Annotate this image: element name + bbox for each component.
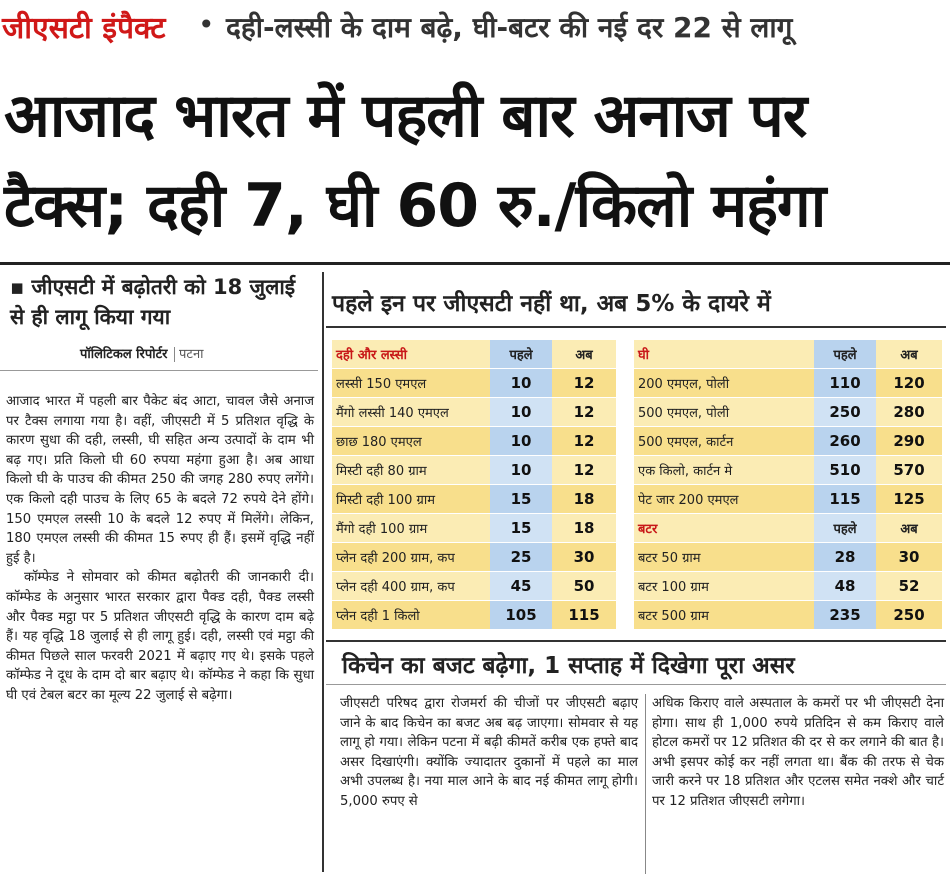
item-name: 500 एमएल, पोली	[634, 398, 814, 427]
table-row	[634, 485, 942, 514]
table-row	[332, 572, 616, 601]
section-curd-lassi: दही और लस्सी	[332, 340, 490, 369]
price-before: 110	[814, 369, 876, 398]
item-name: बटर 50 ग्राम	[634, 543, 814, 572]
table-row	[634, 369, 942, 398]
table-row	[634, 572, 942, 601]
col-before: पहले	[814, 514, 876, 543]
price-before: 250	[814, 398, 876, 427]
table-row	[634, 427, 942, 456]
table-header-row	[634, 514, 942, 543]
headline-line-1: आजाद भारत में पहली बार अनाज पर	[4, 81, 807, 151]
price-after: 290	[876, 427, 942, 456]
table-row	[332, 398, 616, 427]
table-row	[634, 543, 942, 572]
price-after: 52	[876, 572, 942, 601]
budget-headline: किचेन का बजट बढ़ेगा, 1 सप्ताह में दिखेगा पूरा असर	[342, 653, 795, 679]
price-before: 510	[814, 456, 876, 485]
price-before: 10	[490, 456, 552, 485]
byline	[80, 344, 204, 362]
bullet-icon: •	[198, 8, 215, 41]
table-row	[634, 398, 942, 427]
table-row	[332, 543, 616, 572]
item-name: लस्सी 150 एमएल	[332, 369, 490, 398]
subheadline: ▪ जीएसटी में बढ़ोतरी को 18 जुलाई से ही लागू किया गया	[10, 275, 296, 329]
price-before: 10	[490, 369, 552, 398]
kicker-line	[0, 0, 950, 62]
item-name: मिस्टी दही 80 ग्राम	[332, 456, 490, 485]
table-row	[332, 601, 616, 630]
price-before: 260	[814, 427, 876, 456]
price-before: 25	[490, 543, 552, 572]
price-after: 12	[552, 369, 616, 398]
kicker-text: दही-लस्सी के दाम बढ़े, घी-बटर की नई दर 22 से लागू	[226, 11, 793, 44]
price-before: 15	[490, 485, 552, 514]
item-name: बटर 100 ग्राम	[634, 572, 814, 601]
item-name: एक किलो, कार्टन मे	[634, 456, 814, 485]
price-after: 250	[876, 601, 942, 630]
budget-column-2: अधिक किराए वाले अस्पताल के कमरों पर भी जीएसटी देना होगा। साथ ही 1,000 रुपये प्रतिदिन से कम किराए वाले होटल कमरों पर 12 प्रतिशत की दर से कर लगाने की बात है। अभी इसपर कोई कर नहीं लगता था। बैंक की तरफ से चेक जारी करने पर 18 प्रतिशत और एटलस समेत नक्शे और चार्ट पर 12 प्रतिशत जीएसटी लगेगा।	[652, 696, 944, 809]
item-name: छाछ 180 एमएल	[332, 427, 490, 456]
price-before: 10	[490, 427, 552, 456]
price-after: 30	[876, 543, 942, 572]
item-name: प्लेन दही 400 ग्राम, कप	[332, 572, 490, 601]
price-after: 50	[552, 572, 616, 601]
table-row	[332, 427, 616, 456]
item-name: मैंगो लस्सी 140 एमएल	[332, 398, 490, 427]
table-title: पहले इन पर जीएसटी नहीं था, अब 5% के दायरे में	[332, 291, 771, 317]
col-before: पहले	[814, 340, 876, 369]
price-before: 45	[490, 572, 552, 601]
budget-column-1: जीएसटी परिषद द्वारा रोजमर्रा की चीजों पर जीएसटी बढ़ाए जाने के बाद किचेन का बजट अब बढ़ जाएगा। सोमवार से यह लागू हो गया। लेकिन पटना में बढ़ी कीमतें करीब एक हफ्ते बाद असर दिखाएंगी। क्योंकि ज्यादातर दुकानों में पहले का माल अभी उपलब्ध है। नया माल आने के बाद नई कीमत लागू होगी। 5,000 रुपए से	[340, 696, 638, 809]
section-ghee: घी	[634, 340, 814, 369]
price-before: 235	[814, 601, 876, 630]
item-name: बटर 500 ग्राम	[634, 601, 814, 630]
price-after: 115	[552, 601, 616, 630]
item-name: मिस्टी दही 100 ग्राम	[332, 485, 490, 514]
story-body	[6, 392, 314, 706]
table-title-rule	[326, 326, 946, 328]
price-after: 30	[552, 543, 616, 572]
ghee-butter-price-table	[634, 340, 942, 630]
table-header-row	[332, 340, 616, 369]
price-before: 28	[814, 543, 876, 572]
item-name: प्लेन दही 1 किलो	[332, 601, 490, 630]
table-row	[332, 485, 616, 514]
reporter-name: पॉलिटिकल रिपोर्टर	[80, 347, 168, 362]
table-row	[332, 514, 616, 543]
item-name: 200 एमएल, पोली	[634, 369, 814, 398]
col-after: अब	[876, 514, 942, 543]
price-after: 18	[552, 485, 616, 514]
price-after: 125	[876, 485, 942, 514]
col-before: पहले	[490, 340, 552, 369]
headline-line-2: टैक्स; दही 7, घी 60 रु./किलो महंगा	[4, 171, 826, 241]
table-row	[332, 456, 616, 485]
story-paragraph-1: आजाद भारत में पहली बार पैकेट बंद आटा, चावल जैसे अनाज पर टैक्स लगाया गया है। वहीं, जीएसटी में 5 प्रतिशत वृद्धि के कारण सुधा की दही, लस्सी, घी सहित अन्य उत्पादों के दाम भी बढ़ गए। प्रति किलो घी 60 रुपया महंगा हुआ है। अब आधा किलो घी के पाउच की कीमत 250 की जगह 280 रुपए लगेंगे। एक किलो दही पाउच के लिए 65 के बदले 72 रुपये देने होंगे। 150 एमएल लस्सी 10 के बदले 12 रुपए में मिलेंगे। लेकिन, 180 एमएल लस्सी की कीमत 15 रुपए ही हैं। इसमें वृद्धि नहीं हुई है।	[6, 394, 314, 566]
byline-divider	[0, 370, 318, 371]
budget-title-rule	[326, 684, 946, 685]
price-after: 12	[552, 398, 616, 427]
curd-lassi-price-table	[332, 340, 616, 630]
dateline-city: पटना	[174, 347, 204, 362]
item-name: प्लेन दही 200 ग्राम, कप	[332, 543, 490, 572]
story-paragraph-2: कॉम्फेड ने सोमवार को कीमत बढ़ोतरी की जानकारी दी। कॉम्फेड के अनुसार भारत सरकार द्वारा पैक्ड दही, पैक्ड लस्सी और पैक्ड मट्ठा पर 5 प्रतिशत जीएसटी वृद्धि के कारण दाम बढ़े हैं। यह वृद्धि 18 जुलाई से ही लागू हुई। दही, लस्सी एवं मट्ठा की कीमत पिछले साल फरवरी 2021 में बढ़ाए गए थे। इसके पहले कॉम्फेड ने दूध के दाम दो बार बढ़ाए थे। कॉम्फेड ने कहा कि सुधा घी एवं टेबल बटर का मूल्य 22 जुलाई से बढ़ेगा।	[6, 570, 314, 703]
price-after: 570	[876, 456, 942, 485]
budget-top-rule	[326, 640, 946, 642]
price-before: 105	[490, 601, 552, 630]
price-after: 280	[876, 398, 942, 427]
col-after: अब	[552, 340, 616, 369]
price-after: 12	[552, 427, 616, 456]
item-name: पेट जार 200 एमएल	[634, 485, 814, 514]
price-before: 48	[814, 572, 876, 601]
section-butter: बटर	[634, 514, 814, 543]
table-header-row	[634, 340, 942, 369]
price-after: 12	[552, 456, 616, 485]
col-after: अब	[876, 340, 942, 369]
price-after: 120	[876, 369, 942, 398]
column-divider	[322, 272, 324, 872]
price-before: 115	[814, 485, 876, 514]
table-row	[634, 601, 942, 630]
item-name: मैंगो दही 100 ग्राम	[332, 514, 490, 543]
price-after: 18	[552, 514, 616, 543]
budget-column-divider	[645, 694, 646, 874]
headline-divider	[0, 262, 950, 265]
price-before: 15	[490, 514, 552, 543]
kicker-label: जीएसटी इंपैक्ट	[2, 11, 166, 46]
price-before: 10	[490, 398, 552, 427]
table-row	[332, 369, 616, 398]
item-name: 500 एमएल, कार्टन	[634, 427, 814, 456]
table-row	[634, 456, 942, 485]
